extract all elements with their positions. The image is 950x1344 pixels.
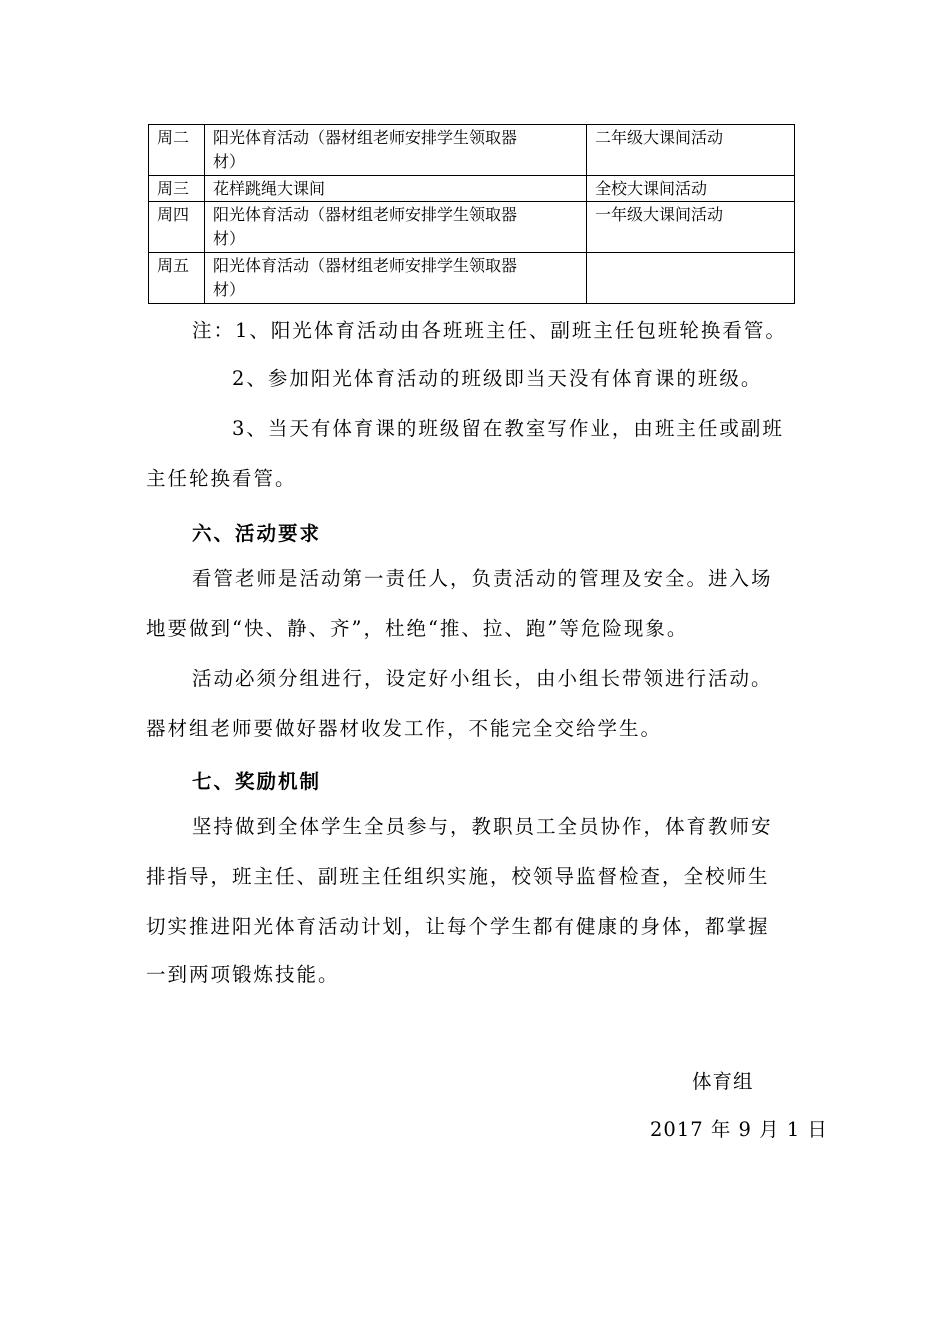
paragraph-line: 地要做到“快、静、齐”，杜绝“推、拉、跑”等危险现象。 — [146, 617, 689, 640]
paragraph-line: 一到两项锻炼技能。 — [146, 963, 340, 986]
paragraph-line: 排指导，班主任、副班主任组织实施，校领导监督检查，全校师生 — [146, 865, 770, 888]
day-cell: 周二 — [149, 125, 205, 176]
paragraph-line: 坚持做到全体学生全员参与，教职员工全员协作，体育教师安 — [192, 815, 773, 838]
note-cell: 二年级大课间活动 — [587, 125, 795, 176]
table-row — [149, 176, 795, 202]
paragraph-line: 活动必须分组进行，设定好小组长，由小组长带领进行活动。 — [192, 667, 773, 690]
day-cell: 周四 — [149, 202, 205, 253]
signature-date: 2017 年 9 月 1 日 — [650, 1118, 828, 1141]
schedule-table — [148, 124, 795, 304]
table-row — [149, 125, 795, 176]
paragraph-line: 看管老师是活动第一责任人，负责活动的管理及安全。进入场 — [192, 567, 773, 590]
paragraph-line: 器材组老师要做好器材收发工作，不能完全交给学生。 — [146, 717, 663, 740]
activity-cell: 阳光体育活动（器材组老师安排学生领取器 材） — [205, 202, 587, 253]
note-line-3: 3、当天有体育课的班级留在教室写作业，由班主任或副班 — [232, 417, 784, 440]
note-cell: 一年级大课间活动 — [587, 202, 795, 253]
section-heading: 六、活动要求 — [192, 522, 322, 545]
note-cell — [587, 253, 795, 304]
section-heading: 七、奖励机制 — [192, 770, 322, 793]
signature-group: 体育组 — [692, 1070, 754, 1093]
activity-cell: 阳光体育活动（器材组老师安排学生领取器 材） — [205, 253, 587, 304]
note-line-3-cont: 主任轮换看管。 — [146, 467, 297, 490]
note-cell: 全校大课间活动 — [587, 176, 795, 202]
day-cell: 周五 — [149, 253, 205, 304]
day-cell: 周三 — [149, 176, 205, 202]
activity-cell: 阳光体育活动（器材组老师安排学生领取器 材） — [205, 125, 587, 176]
paragraph-line: 切实推进阳光体育活动计划，让每个学生都有健康的身体，都掌握 — [146, 915, 770, 938]
note-line-1: 注：1、阳光体育活动由各班班主任、副班主任包班轮换看管。 — [192, 319, 787, 342]
note-line-2: 2、参加阳光体育活动的班级即当天没有体育课的班级。 — [232, 367, 763, 390]
table-row — [149, 253, 795, 304]
activity-cell: 花样跳绳大课间 — [205, 176, 587, 202]
table-row — [149, 202, 795, 253]
